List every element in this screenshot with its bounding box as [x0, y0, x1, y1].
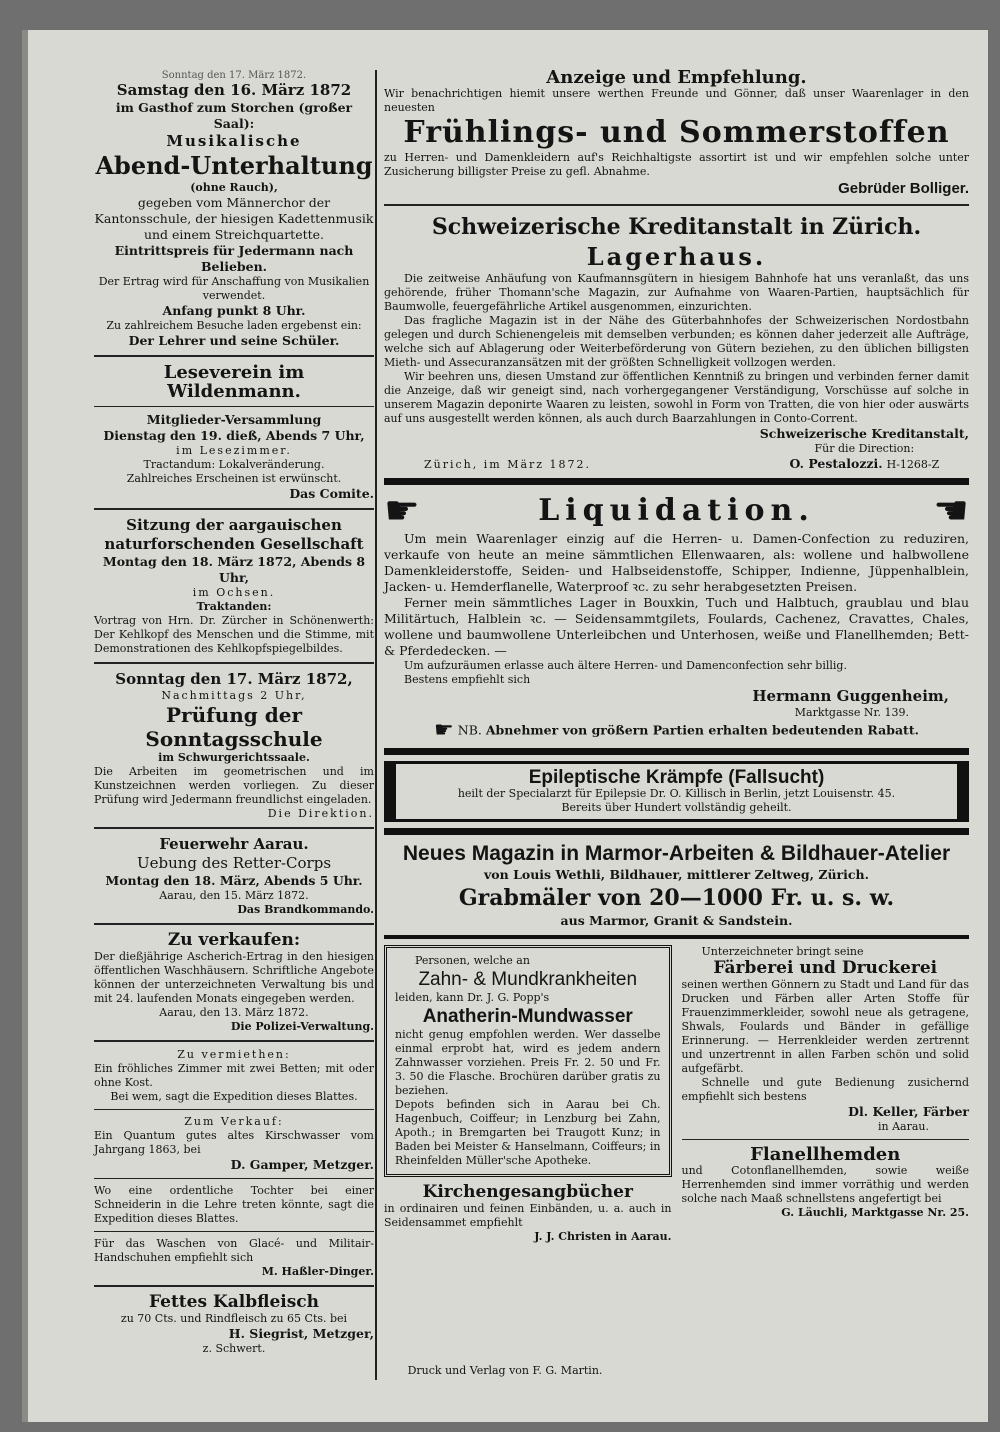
ss-date: Sonntag den 17. März 1872, [115, 670, 353, 688]
bolliger-sign: Gebrüder Bolliger. [838, 180, 969, 197]
bottom-left [384, 945, 672, 1248]
right-column [384, 68, 969, 1248]
fb-body2: Schnelle und gute Bedienung zusichernd empfiehlt sich bestens [681, 1076, 969, 1103]
naturf-place: im Ochsen. [192, 586, 276, 599]
anath-line1: Personen, welche an [415, 954, 530, 967]
divider [94, 827, 374, 829]
kredit-p2: Das fragliche Magazin ist in der Nähe des Güterbahnhofes der Schweizerischen Nordostbahn gelegen und durch Schienengeleis mit demselben verbunden; es können daher jederzeit alle Aufträge, welche sich auf Ablagerung oder Weiterbeförderung von Gütern beziehen, zu den üblichen billigsten Mieth- und Assecuranzansätzen mit der größten Schnelligkeit vollzogen werden. [384, 314, 969, 369]
marmor-big: Grabmäler von 20—1000 Fr. u. s. w. [458, 885, 895, 911]
fw-place-date: Aarau, den 15. März 1872. [159, 889, 309, 902]
imprint-footer: Druck und Verlag von F. G. Martin. [407, 1364, 603, 1377]
kredit-p3: Wir beehren uns, diesen Umstand zur öffentlichen Kenntniß zu bringen und verbinden ferner damit die Anzeige, daß wir geneigt sind, nach vorhergegangener Verständigung, Vorschüsse auf solche in unserem Magazin deponirte Waaren zu leisten, sowohl in Form von Tratten, die von hier oder auswärts auf uns ausgestellt werden können, als auch durch Baarzahlungen in Conto-Corrent. [384, 370, 969, 425]
ad-anatherin [384, 945, 672, 1177]
zk-body: Ein Quantum gutes altes Kirschwasser vom Jahrgang 1863, bei [94, 1129, 374, 1156]
liq-p3: Um aufzuräumen erlasse auch ältere Herren- und Damenconfection sehr billig. [404, 659, 847, 672]
epi-body: heilt der Specialarzt für Epilepsie Dr. O. Killisch in Berlin, jetzt Louisenstr. 45. [457, 787, 896, 800]
leseverein-event: Mitglieder-Versammlung [146, 412, 322, 427]
kf-sign: H. Siegrist, Metzger, [228, 1326, 374, 1341]
divider-thick [384, 828, 969, 835]
ad-gesangbuecher [384, 1183, 672, 1244]
kredit-p1: Die zeitweise Anhäufung von Kaufmannsgütern in hiesigem Bahnhofe hat uns veranlaßt, das uns gehörende, früher Thomann'sche Magazin, zur Aufnahme von Waaren-Partien, hauptsächlich für Baumwolle, feuergefährliche Artikel ausgenommen, einzurichten. [384, 272, 969, 313]
zv-sign: Die Polizei-Verwaltung. [230, 1020, 374, 1033]
kredit-sub: Lagerhaus. [586, 242, 767, 271]
liq-nb-label: NB. [457, 722, 482, 738]
marmor-by: von Louis Wethli, Bildhauer, mittlerer Zeltweg, Zürich. [484, 867, 869, 882]
divider [94, 508, 374, 510]
ad-sonntagsschule [94, 670, 374, 821]
leseverein-agenda: Tractandum: Lokalveränderung. [143, 458, 325, 471]
event-note: (ohne Rauch), [190, 181, 278, 194]
divider [94, 923, 374, 925]
liq-addr: Marktgasse Nr. 139. [794, 706, 909, 719]
event-kind: Musikalische [166, 132, 302, 150]
bolliger-body: zu Herren- und Damenkleidern auf's Reichhaltigste assortirt ist und wir empfehlen solche unter Zusicherung billigster Preise zu gefl. Abnahme. [384, 151, 969, 178]
anath-title: Zahn- & Mundkrankheiten [418, 969, 638, 990]
zvm-body: Ein fröhliches Zimmer mit zwei Betten; mit oder ohne Kost. [94, 1062, 374, 1089]
kredit-sign1: Schweizerische Kreditanstalt, [759, 426, 969, 441]
anath-body: nicht genug empfohlen werden. Wer dasselbe einmal erprobt hat, wird es jedem andern Zahnwasser vorziehen. Preis Fr. 2. 50 und Fr. 3. 50 die Flasche. Brochüren darüber gratis zu beziehen. [395, 1028, 661, 1097]
divider-thick [384, 748, 969, 755]
bottom-right [682, 945, 970, 1248]
naturf-date: Montag den 18. März 1872, Abends 8 Uhr, [102, 554, 366, 585]
marmor-title: Neues Magazin in Marmor-Arbeiten & Bildhauer-Atelier [402, 842, 951, 865]
leseverein-date: Dienstag den 19. dieß, Abends 7 Uhr, [103, 428, 365, 443]
zvm-title: Zu vermiethen: [177, 1048, 291, 1061]
anath-product: Anatherin-Mundwasser [422, 1006, 633, 1027]
divider [94, 1178, 374, 1179]
naturf-label: Traktanden: [196, 600, 272, 613]
marmor-mat: aus Marmor, Granit & Sandstein. [560, 913, 793, 928]
zv-body: Der dießjährige Ascherich-Ertrag in den hiesigen öffentlichen Waschhäusern. Schriftliche Angebote können der unterzeichneten Verwaltung bis und mit 24. laufenden Monats eingegeben werden. [94, 950, 374, 1005]
liq-p1: Um mein Waarenlager einzig auf die Herren- u. Damen-Confection zu reduziren, verkaufe von heute an meine sämmtlichen Ellenwaaren, als: wollene und halbwollene Damenkleiderstoffe, Seiden- und Halbseidenstoffe, Schipper, Indienne, Jüppenhalblein, Jacken- u. Hemderflanelle, Waterproof ꝛc. zu sehr herabgesetzten Preisen. [384, 531, 969, 594]
ad-handschuhe [94, 1237, 374, 1279]
ad-liquidation [384, 488, 969, 743]
event-entry: Eintrittspreis für Jedermann nach Belieben. [114, 243, 354, 274]
leseverein-title: Leseverein im Wildenmann. [163, 362, 305, 402]
event-body: gegeben vom Männerchor der Kantonsschule, der hiesigen Kadettenmusik und einem Streichquartette. [94, 195, 374, 242]
ad-kalbfleisch [94, 1293, 374, 1356]
fw-title: Feuerwehr Aarau. [159, 835, 309, 853]
divider [94, 1109, 374, 1110]
zk-title: Zum Verkauf: [184, 1115, 284, 1128]
ad-epilepsie [384, 761, 969, 822]
ad-feuerwehr [94, 835, 374, 917]
ad-zu-vermiethen [94, 1048, 374, 1104]
liq-title: Liquidation. [538, 493, 815, 528]
ad-leseverein [94, 363, 374, 502]
divider [682, 1139, 970, 1140]
divider-thick [384, 478, 969, 485]
zk-sign: D. Gamper, Metzger. [230, 1157, 374, 1172]
ss-title: Prüfung der Sonntagsschule [145, 703, 323, 751]
divider [94, 662, 374, 664]
fh-title: Flanellhemden [750, 1144, 901, 1165]
ad-flanellhemden [682, 1145, 970, 1220]
event-venue: im Gasthof zum Storchen (großer Saal): [115, 100, 353, 131]
fb-title: Färberei und Druckerei [713, 958, 938, 978]
kredit-title: Schweizerische Kreditanstalt in Zürich. [431, 214, 922, 240]
ad-bolliger [384, 68, 969, 198]
event-sign: Der Lehrer und seine Schüler. [128, 333, 340, 348]
kredit-place-date: Zürich, im März 1872. [424, 458, 592, 471]
ad-zum-verkauf [94, 1115, 374, 1173]
liq-p4: Bestens empfiehlt sich [404, 673, 531, 686]
fb-place: in Aarau. [878, 1120, 929, 1133]
gb-title: Kirchengesangbücher [422, 1182, 633, 1202]
divider [94, 1040, 374, 1042]
bottom-two-columns [384, 945, 969, 1248]
left-column [94, 70, 374, 1360]
hs-body: Für das Waschen von Glacé- und Militair-Handschuhen empfiehlt sich [94, 1237, 374, 1264]
divider [94, 1285, 374, 1287]
epi-title: Epileptische Krämpfe (Fallsucht) [528, 767, 825, 788]
kredit-code: H-1268-Z [886, 458, 940, 471]
ad-kreditanstalt [384, 212, 969, 472]
zvm-note: Bei wem, sagt die Expedition dieses Blattes. [110, 1090, 358, 1103]
gb-sign: J. J. Christen in Aarau. [534, 1230, 672, 1243]
bolliger-big: Frühlings- und Sommerstoffen [403, 115, 950, 150]
event-start: Anfang punkt 8 Uhr. [162, 303, 306, 318]
fh-sign: G. Läuchli, Marktgasse Nr. 25. [781, 1206, 969, 1219]
pointing-hand-right-icon: ☛ [384, 488, 420, 534]
fb-sign: Dl. Keller, Färber [848, 1104, 969, 1119]
liq-nb: Abnehmer von größern Partien erhalten bedeutenden Rabatt. [485, 722, 919, 738]
column-rule [375, 70, 377, 1380]
top-stamp: Sonntag den 17. März 1872. [161, 70, 307, 81]
zv-title: Zu verkaufen: [167, 930, 301, 950]
ss-body: Die Arbeiten im geometrischen und im Kunstzeichnen werden vorliegen. Zu dieser Prüfung wird Jedermann freundlichst eingeladen. [94, 765, 374, 806]
ad-naturforschende [94, 516, 374, 656]
naturf-body: Vortrag von Hrn. Dr. Zürcher in Schönenwerth: Der Kehlkopf des Menschen und die Stimme, mit Demonstrationen des Kehlkopfspiegelbildes. [94, 614, 374, 655]
naturf-title: Sitzung der aargauischen naturforschenden Gesellschaft [104, 516, 364, 553]
kf-place: z. Schwert. [202, 1342, 266, 1355]
kf-body: zu 70 Cts. und Rindfleisch zu 65 Cts. bei [120, 1312, 348, 1325]
zv-place-date: Aarau, den 13. März 1872. [159, 1006, 309, 1019]
hs-sign: M. Haßler-Dinger. [261, 1265, 374, 1278]
divider [94, 1231, 374, 1232]
kredit-sign2: Für die Direction: [814, 442, 915, 455]
divider [384, 935, 969, 939]
ad-faerberei [682, 945, 970, 1134]
pointing-hand-nb-icon: ☛ [434, 718, 454, 743]
bolliger-intro: Wir benachrichtigen hiemit unsere werthen Freunde und Gönner, daß unser Waarenlager in den neuesten [384, 87, 969, 114]
liq-p2: Ferner mein sämmtliches Lager in Bouxkin, Tuch und Halbtuch, graublau und blau Militärtuch, Halblein ꝛc. — Seidensammtgilets, Foulards, Cachenez, Cravattes, Chales, wollene und baumwollene Unterleibchen und Unterhosen, weiße und Flanellhemden; Bett- & Pferdedecken. — [384, 595, 969, 658]
newspaper-page [22, 30, 988, 1422]
ad-abend-unterhaltung [94, 70, 374, 349]
ad-marmor [384, 841, 969, 929]
event-date: Samstag den 16. März 1872 [116, 81, 352, 99]
event-title: Abend-Unterhaltung [95, 151, 373, 180]
liq-sign: Hermann Guggenheim, [752, 687, 949, 705]
ss-time: Nachmittags 2 Uhr, [161, 689, 307, 702]
anath-depots: Depots befinden sich in Aarau bei Ch. Hagenbuch, Coiffeur; in Lenzburg bei Zahn, Apoth.; in Bremgarten bei Traugott Kunz; in Baden bei Meister & Hanselmann, Coiffeurs; in Rheinfelden Müller'sche Apotheke. [395, 1098, 661, 1167]
leseverein-note: Zahlreiches Erscheinen ist erwünscht. [126, 472, 342, 485]
ad-tochter [94, 1184, 374, 1226]
pointing-hand-left-icon: ☚ [933, 488, 969, 534]
fw-date: Montag den 18. März, Abends 5 Uhr. [105, 873, 363, 888]
ad-zu-verkaufen [94, 931, 374, 1034]
event-invite: Zu zahlreichem Besuche laden ergebenst ein: [106, 319, 362, 332]
anath-line2: leiden, kann Dr. J. G. Popp's [395, 991, 550, 1004]
event-proceeds: Der Ertrag wird für Anschaffung von Musikalien verwendet. [98, 275, 370, 302]
kf-title: Fettes Kalbfleisch [148, 1292, 320, 1312]
epi-note: Bereits über Hundert vollständig geheilt. [561, 801, 792, 814]
kredit-sign3: O. Pestalozzi. [789, 456, 883, 471]
ss-place: im Schwurgerichtssaale. [158, 751, 310, 764]
fb-body: seinen werthen Gönnern zu Stadt und Land für das Drucken und Färben aller Arten Stoffe für Frauenzimmerkleider, sowohl neue als getragene, Shwals, Foulards und Bänder in gefällige Erinnerung. — Herrenkleider werden zertrennt und unzertrennt in allen Farben schön und solid aufgefärbt. [681, 978, 969, 1075]
gb-body: in ordinairen und feinen Einbänden, u. a. auch in Seidensammet empfiehlt [384, 1202, 672, 1229]
ss-sign: Die Direktion. [267, 807, 374, 820]
fb-intro: Unterzeichneter bringt seine [701, 945, 864, 958]
fh-body: und Cotonflanellhemden, sowie weiße Herrenhemden sind immer vorräthig und werden solche nach Maaß schnellstens angefertigt bei [681, 1164, 969, 1205]
leseverein-sign: Das Comite. [289, 486, 374, 501]
fw-sign: Das Brandkommando. [237, 903, 374, 916]
leseverein-place: im Lesezimmer. [176, 444, 292, 457]
bolliger-title: Anzeige und Empfehlung. [546, 67, 807, 88]
divider [94, 406, 374, 407]
tochter-body: Wo eine ordentliche Tochter bei einer Schneiderin in die Lehre treten könnte, sagt die Expedition dieses Blattes. [94, 1184, 374, 1225]
divider [384, 204, 969, 206]
fw-sub: Uebung des Retter-Corps [136, 854, 332, 872]
divider [94, 355, 374, 357]
